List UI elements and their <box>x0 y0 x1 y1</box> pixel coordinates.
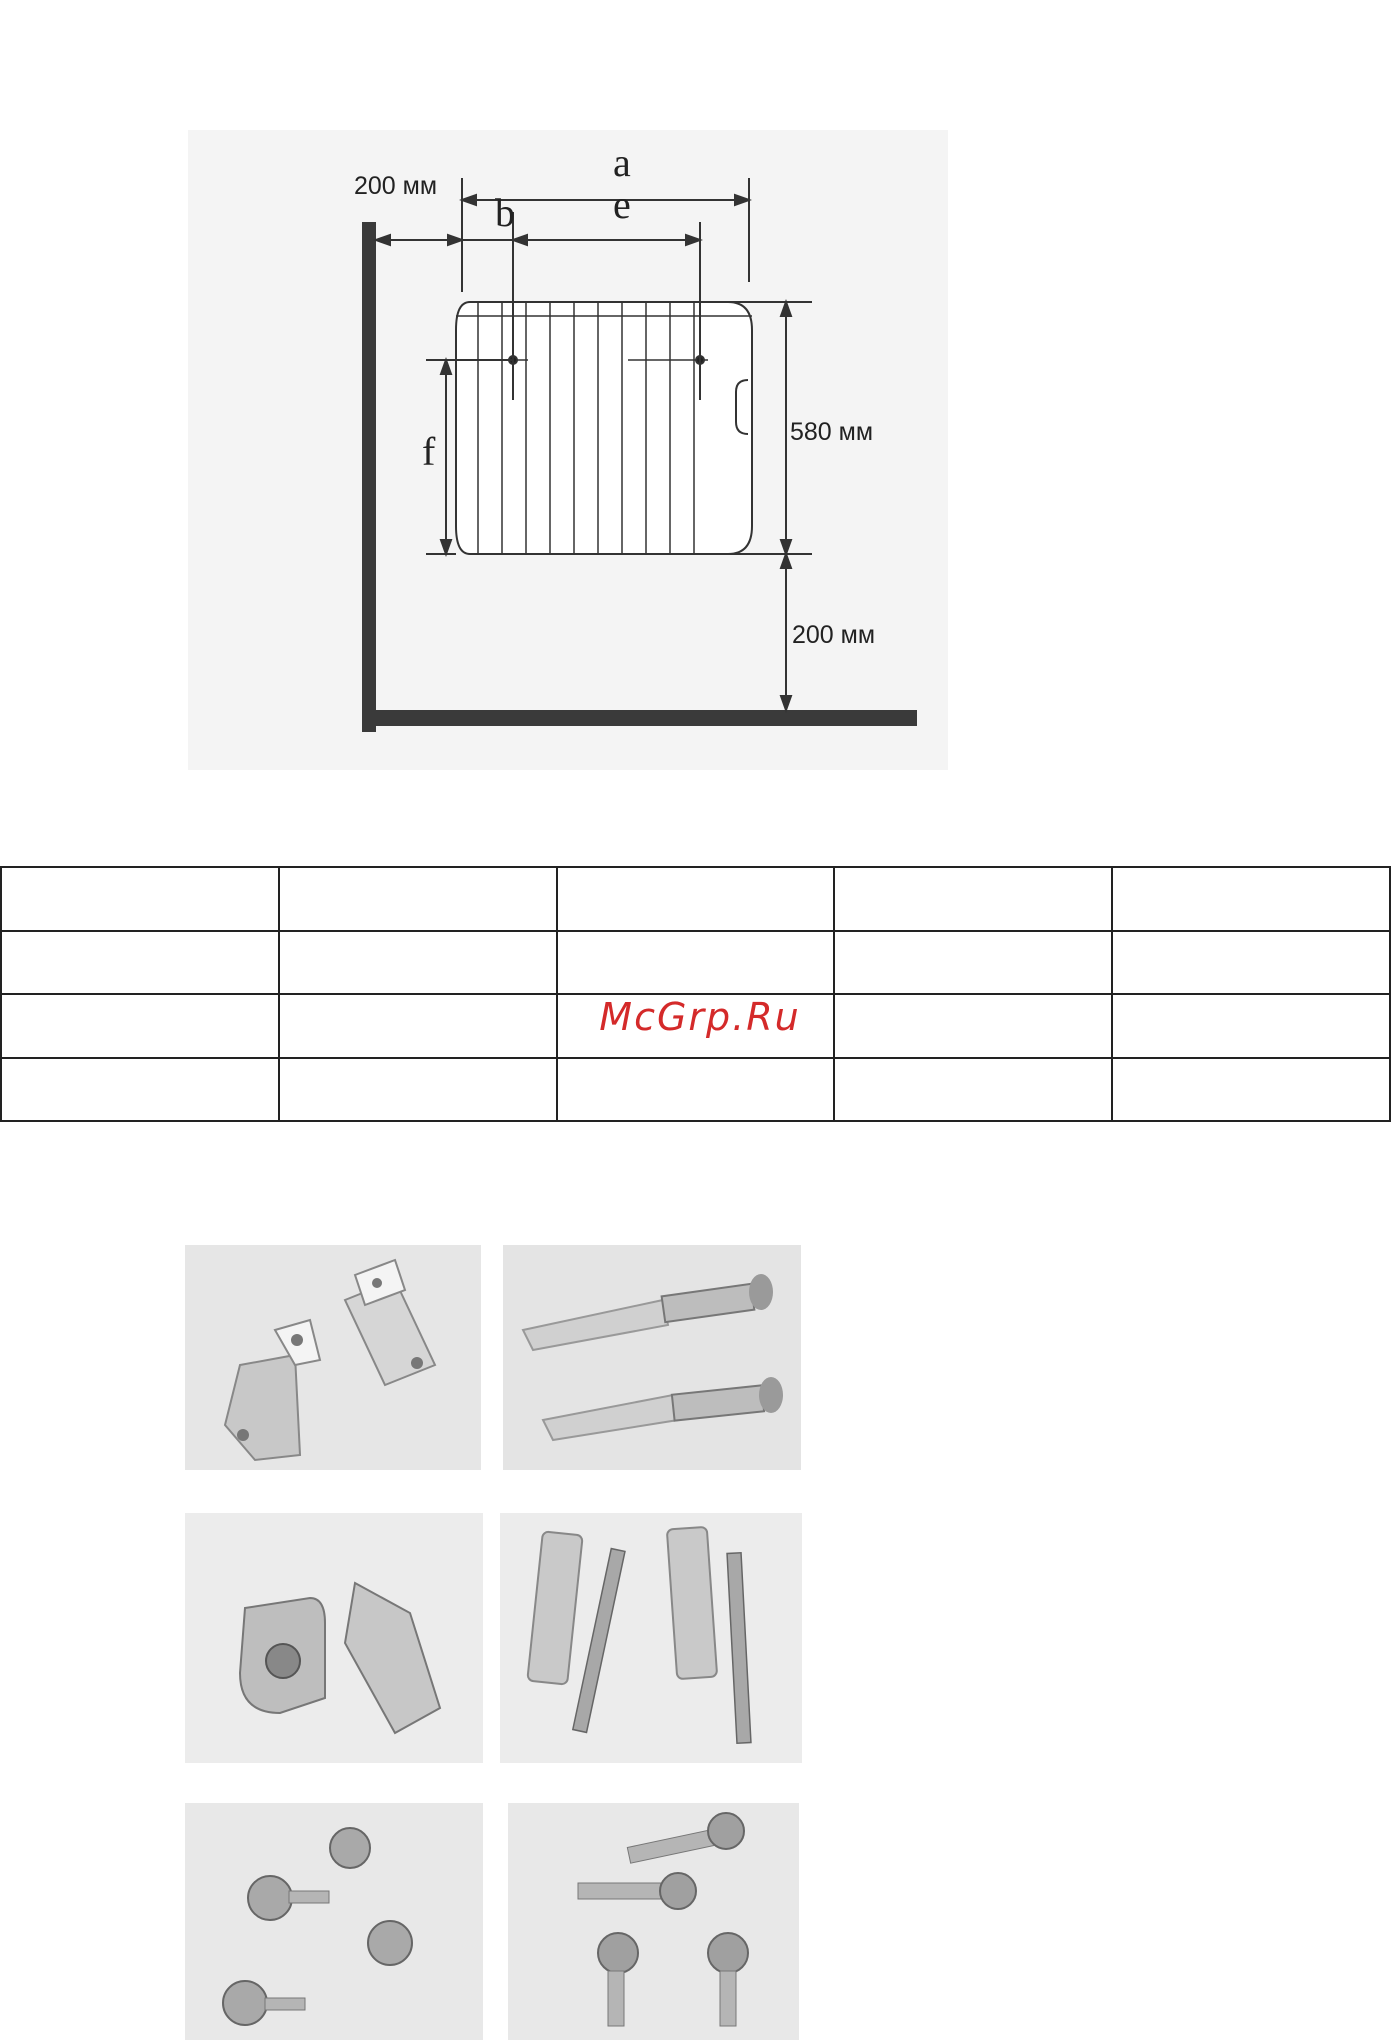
heater-body <box>456 302 752 554</box>
table-cell <box>834 867 1112 931</box>
photo-mounting-brackets <box>185 1245 481 1470</box>
table-cell <box>1 867 279 931</box>
dim-e-label: e <box>613 182 631 227</box>
dim-b-label: b <box>495 190 515 235</box>
wall-gap-label: 200 мм <box>354 172 438 200</box>
table-cell <box>279 931 557 995</box>
table-cell <box>279 1058 557 1122</box>
photo-metal-clips <box>185 1513 483 1763</box>
table-cell <box>1112 1058 1390 1122</box>
photo-plugs-with-screws-2 <box>500 1513 802 1763</box>
table-cell <box>1112 867 1390 931</box>
table-cell <box>279 867 557 931</box>
table-cell <box>1 1058 279 1122</box>
table-row <box>1 931 1390 995</box>
table-cell <box>557 931 835 995</box>
photo-short-screws-2 <box>508 1803 799 2040</box>
floor <box>362 710 917 726</box>
height-label: 580 мм <box>790 418 874 446</box>
watermark: McGrp.Ru <box>599 995 801 1039</box>
table-row <box>1 867 1390 931</box>
dim-a-label: a <box>613 140 631 185</box>
floor-gap-label: 200 мм <box>792 621 876 649</box>
installation-diagram <box>188 130 948 770</box>
photo-plugs-with-screws-1 <box>503 1245 801 1470</box>
table-cell <box>1112 931 1390 995</box>
table-cell <box>834 931 1112 995</box>
table-cell <box>834 1058 1112 1122</box>
diagram-svg <box>188 130 948 770</box>
table-row <box>1 1058 1390 1122</box>
table-cell <box>557 867 835 931</box>
table-cell <box>1 931 279 995</box>
wall <box>362 222 376 732</box>
table-cell <box>557 1058 835 1122</box>
photo-short-screws-1 <box>185 1803 483 2040</box>
dim-f-label: f <box>422 429 436 474</box>
spec-table <box>0 866 1391 1122</box>
